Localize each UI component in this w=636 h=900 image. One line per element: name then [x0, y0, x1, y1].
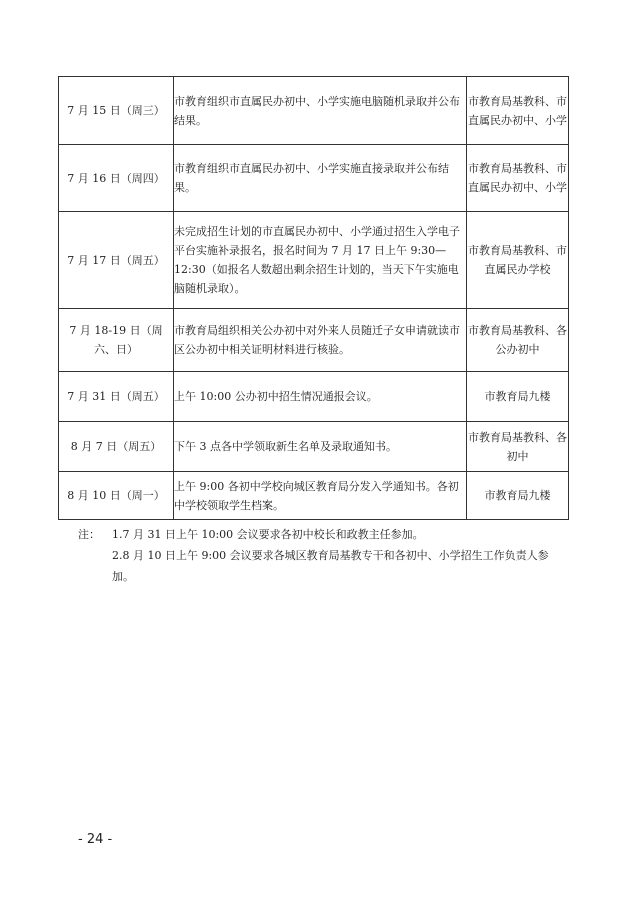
schedule-event-cell: 上午 9:00 各初中学校向城区教育局分发入学通知书。各初中学校领取学生档案。 — [174, 472, 467, 520]
schedule-event-cell: 市教育组织市直属民办初中、小学实施电脑随机录取并公布结果。 — [174, 77, 467, 145]
note-text: 2.8 月 10 日上午 9:00 会议要求各城区教育局基教专干和各初中、小学招生工作负责人参加。 — [112, 549, 549, 583]
schedule-date-cell: 7 月 15 日（周三） — [59, 77, 174, 145]
page-number: - 24 - — [78, 832, 113, 847]
note-text: 1.7 月 31 日上午 10:00 会议要求各初中校长和政教主任参加。 — [112, 528, 424, 541]
notes-section — [78, 524, 568, 587]
table-row — [59, 212, 569, 309]
schedule-dept-cell: 市教育局基教科、市直属民办学校 — [467, 212, 569, 309]
schedule-event-cell: 市教育局组织相关公办初中对外来人员随迁子女申请就读市区公办初中相关证明材料进行核验。 — [174, 309, 467, 372]
enrollment-schedule-table — [58, 76, 569, 520]
schedule-event-cell: 未完成招生计划的市直属民办初中、小学通过招生入学电子平台实施补录报名，报名时间为 7 月 17 日上午 9:30—12:30（如报名人数超出剩余招生计划的，当天下午实施电脑随机录取）。 — [174, 212, 467, 309]
note-item — [78, 545, 568, 587]
schedule-dept-cell: 市教育局九楼 — [467, 472, 569, 520]
schedule-event-cell: 上午 10:00 公办初中招生情况通报会议。 — [174, 372, 467, 422]
schedule-date-cell: 7 月 31 日（周五） — [59, 372, 174, 422]
note-item — [78, 524, 568, 545]
table-row — [59, 372, 569, 422]
schedule-dept-cell: 市教育局基教科、各公办初中 — [467, 309, 569, 372]
schedule-date-cell: 7 月 18-19 日（周六、日） — [59, 309, 174, 372]
schedule-event-cell: 下午 3 点各中学领取新生名单及录取通知书。 — [174, 422, 467, 472]
table-row — [59, 422, 569, 472]
schedule-date-cell: 7 月 17 日（周五） — [59, 212, 174, 309]
notes-prefix: 注： — [78, 528, 100, 541]
table-row — [59, 472, 569, 520]
table-row — [59, 145, 569, 212]
schedule-dept-cell: 市教育局基教科、各初中 — [467, 422, 569, 472]
schedule-dept-cell: 市教育局九楼 — [467, 372, 569, 422]
table-row — [59, 77, 569, 145]
table-row — [59, 309, 569, 372]
schedule-event-cell: 市教育组织市直属民办初中、小学实施直接录取并公布结果。 — [174, 145, 467, 212]
schedule-date-cell: 7 月 16 日（周四） — [59, 145, 174, 212]
schedule-date-cell: 8 月 10 日（周一） — [59, 472, 174, 520]
schedule-dept-cell: 市教育局基教科、市直属民办初中、小学 — [467, 77, 569, 145]
schedule-date-cell: 8 月 7 日（周五） — [59, 422, 174, 472]
schedule-dept-cell: 市教育局基教科、市直属民办初中、小学 — [467, 145, 569, 212]
